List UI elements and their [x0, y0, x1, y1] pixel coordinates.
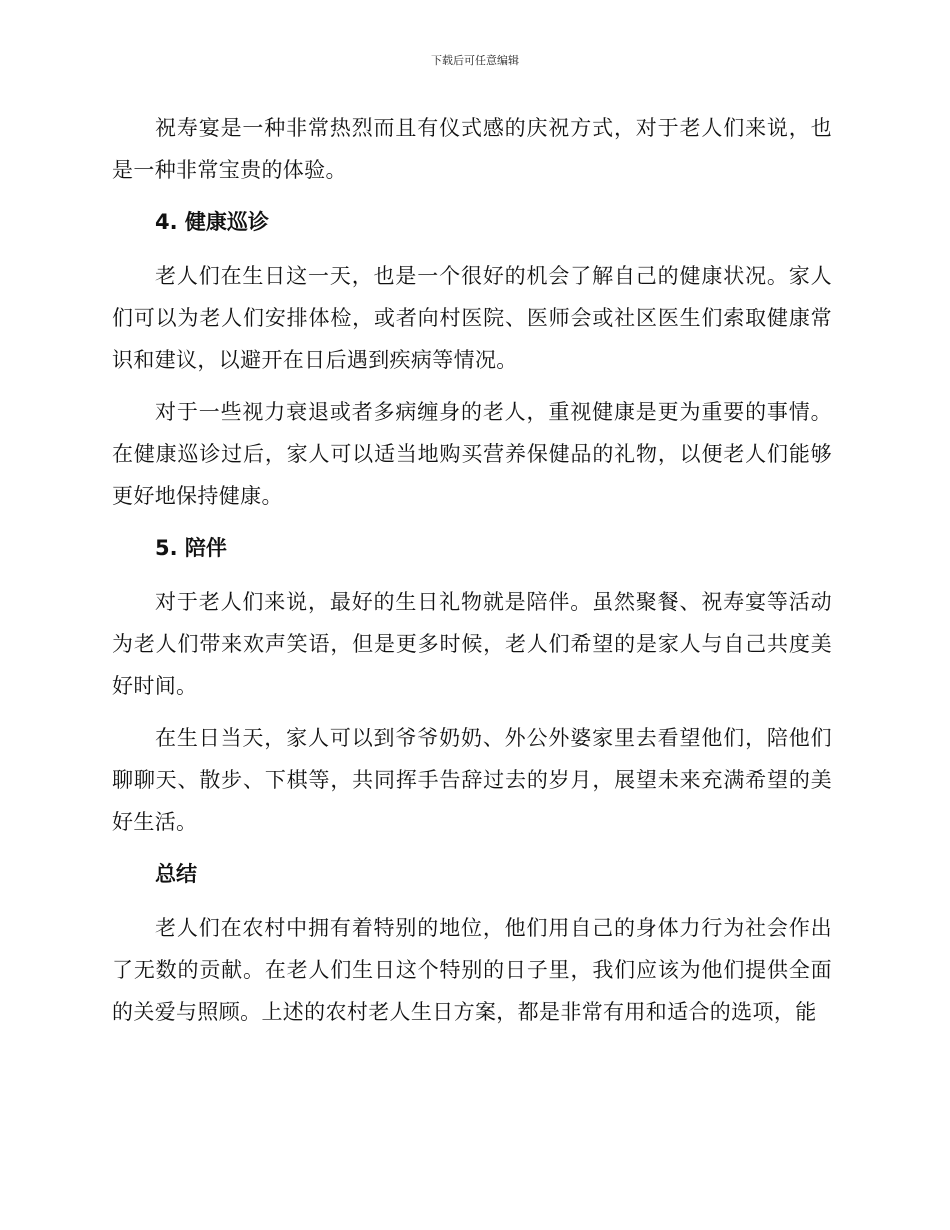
paragraph-health-checkup-2: 对于一些视力衰退或者多病缠身的老人，重视健康是更为重要的事情。在健康巡诊过后，家人可以适当地购买营养保健品的礼物，以便老人们能够更好地保持健康。	[112, 400, 832, 508]
section-heading-companionship: 5. 陪伴	[155, 536, 227, 560]
section-heading-summary: 总结	[155, 862, 197, 886]
paragraph-companionship-1: 对于老人们来说，最好的生日礼物就是陪伴。虽然聚餐、祝寿宴等活动为老人们带来欢声笑语，但是更多时候，老人们希望的是家人与自己共度美好时间。	[112, 590, 832, 698]
document-body	[112, 107, 832, 1043]
paragraph-birthday-banquet: 祝寿宴是一种非常热烈而且有仪式感的庆祝方式，对于老人们来说，也是一种非常宝贵的体验。	[112, 116, 832, 182]
section-heading-health-checkup: 4. 健康巡诊	[155, 210, 269, 234]
paragraph-companionship-2: 在生日当天，家人可以到爷爷奶奶、外公外婆家里去看望他们，陪他们聊聊天、散步、下棋等，共同挥手告辞过去的岁月，展望未来充满希望的美好生活。	[112, 726, 832, 834]
paragraph-health-checkup-1: 老人们在生日这一天，也是一个很好的机会了解自己的健康状况。家人们可以为老人们安排体检，或者向村医院、医师会或社区医生们索取健康常识和建议，以避开在日后遇到疾病等情况。	[112, 264, 832, 372]
header-note: 下载后可任意编辑	[431, 54, 519, 67]
paragraph-summary: 老人们在农村中拥有着特别的地位，他们用自己的身体力行为社会作出了无数的贡献。在老人们生日这个特别的日子里，我们应该为他们提供全面的关爱与照顾。上述的农村老人生日方案，都是非常有用和适合的选项，能	[112, 916, 832, 1024]
